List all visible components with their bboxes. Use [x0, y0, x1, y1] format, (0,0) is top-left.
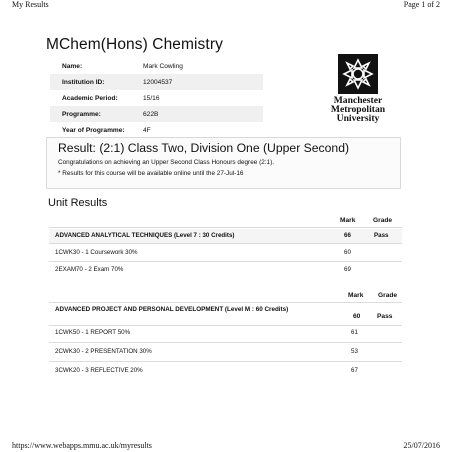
details-value: 4F: [143, 126, 151, 134]
logo-line-2: Metropolitan: [330, 104, 386, 116]
component-row: [49, 263, 402, 277]
component-mark: 67: [351, 367, 358, 374]
details-value: 622B: [138, 106, 263, 122]
component-mark: 69: [344, 266, 351, 273]
unit-mark: 66: [344, 232, 351, 239]
overall-result-title: Result: (2:1) Class Two, Division One (Upper Second): [58, 141, 350, 155]
logo-line-3: University: [336, 113, 380, 125]
details-row-year-of-programme: [50, 122, 263, 138]
unit-mark: 60: [353, 313, 361, 320]
component-row: [49, 326, 402, 340]
unit-title: ADVANCED PROJECT AND PERSONAL DEVELOPMENT (Level M : 60 Credits): [55, 306, 289, 313]
mark-column-header: Mark: [348, 292, 364, 299]
details-label: Name:: [62, 62, 83, 70]
details-value: Mark Cowling: [143, 62, 183, 70]
divider: [49, 361, 402, 362]
unit-title: ADVANCED ANALYTICAL TECHNIQUES (Level 7 : 30 Credits): [55, 232, 235, 239]
details-label: Programme:: [50, 106, 138, 122]
component-mark: 60: [344, 249, 351, 256]
component-row: [49, 345, 402, 359]
course-title: MChem(Hons) Chemistry: [46, 36, 223, 53]
details-value: 15/16: [143, 94, 160, 102]
component-name: 1CWK50 - 1 REPORT 50%: [55, 329, 131, 336]
grade-column-header: Grade: [373, 217, 393, 224]
details-row-name: [50, 58, 263, 74]
component-name: 2EXAM70 - 2 Exam 70%: [55, 266, 124, 273]
divider: [49, 243, 402, 244]
details-label: Academic Period:: [62, 94, 118, 102]
unit-grade: Pass: [377, 313, 393, 320]
component-name: 3CWK20 - 3 REFLECTIVE 20%: [55, 367, 143, 374]
student-details-table: [50, 58, 263, 138]
details-row-academic-period: [50, 90, 263, 106]
component-mark: 61: [351, 329, 358, 336]
divider: [49, 302, 402, 303]
availability-note: * Results for this course will be available online until the 27-Jul-16: [58, 170, 244, 177]
university-logo: [322, 54, 394, 124]
overall-result-panel: [46, 137, 401, 189]
divider: [49, 261, 402, 262]
unit-grade: Pass: [374, 232, 389, 239]
divider: [49, 227, 402, 228]
print-header-page-number: Page 1 of 2: [403, 0, 440, 9]
details-label: Year of Programme:: [62, 126, 125, 134]
logo-line-1: Manchester: [333, 95, 383, 106]
unit-row: [49, 229, 402, 243]
details-row-programme: [50, 106, 263, 122]
details-label: Institution ID:: [50, 74, 138, 90]
congratulations-message: Congratulations on achieving an Upper Second Class Honours degree (2:1).: [58, 159, 274, 166]
mark-column-header: Mark: [340, 217, 356, 224]
component-name: 2CWK30 - 2 PRESENTATION 30%: [55, 348, 152, 355]
component-name: 1CWK30 - 1 Coursework 30%: [55, 249, 138, 256]
unit-results-heading: Unit Results: [48, 197, 108, 209]
university-name: [322, 96, 394, 124]
details-row-institution-id: [50, 74, 263, 90]
details-value: 12004537: [138, 74, 263, 90]
divider: [49, 342, 402, 343]
print-footer-url: https://www.webapps.mmu.ac.uk/myresults: [12, 441, 152, 450]
component-mark: 53: [351, 348, 358, 355]
university-crest-icon: [338, 54, 378, 94]
component-row: [49, 246, 402, 260]
component-row: [49, 364, 402, 378]
print-header-title: My Results: [12, 0, 49, 9]
print-footer-date: 25/07/2016: [403, 441, 440, 450]
grade-column-header: Grade: [378, 292, 398, 299]
